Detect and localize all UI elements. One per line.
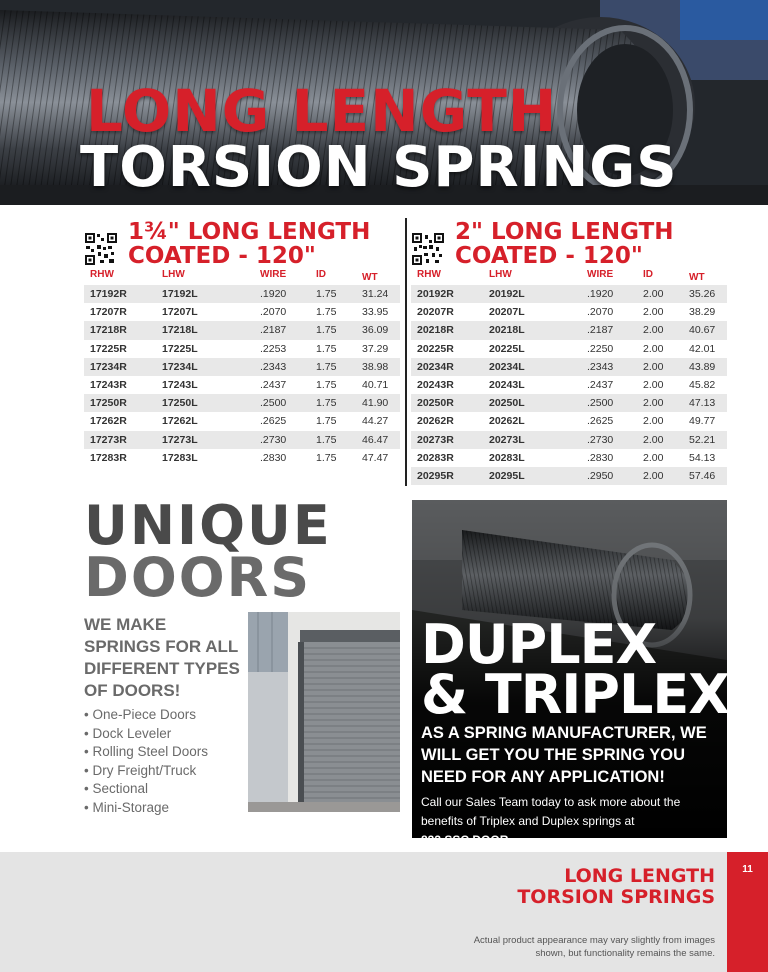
rhw-cell: 17218R xyxy=(90,324,127,337)
rhw-cell: 17192R xyxy=(90,288,127,300)
wt-cell: 54.13 xyxy=(689,451,716,464)
lhw-cell: 20283L xyxy=(489,451,525,464)
table-row xyxy=(411,449,727,467)
wire-cell: .2500 xyxy=(587,397,614,410)
col-id: ID xyxy=(643,269,653,280)
page-number-tab xyxy=(727,852,768,972)
wt-cell: 37.29 xyxy=(362,342,389,355)
wt-cell: 35.26 xyxy=(689,288,716,300)
sales-phone-number[interactable]: 833.SSC.DOOR xyxy=(421,833,509,847)
wire-cell: .2437 xyxy=(260,378,287,391)
wire-cell: .2730 xyxy=(260,433,287,446)
wire-cell: .2830 xyxy=(587,451,614,464)
wire-cell: .2500 xyxy=(260,397,287,410)
col-rhw: RHW xyxy=(417,269,441,280)
page-number: 11 xyxy=(742,864,753,875)
wt-cell: 49.77 xyxy=(689,415,716,428)
list-item: • Dock Leveler xyxy=(84,725,208,744)
table-divider xyxy=(405,218,407,486)
wire-cell: .2070 xyxy=(260,306,287,319)
rhw-cell: 20283R xyxy=(417,451,454,464)
table-row xyxy=(411,394,727,412)
unique-doors-title xyxy=(84,494,332,609)
list-item: • Sectional xyxy=(84,780,208,799)
id-cell: 2.00 xyxy=(643,415,664,428)
page-footer xyxy=(0,852,768,972)
lhw-cell: 20273L xyxy=(489,433,525,446)
id-cell: 1.75 xyxy=(316,306,337,319)
lhw-cell: 20250L xyxy=(489,397,525,410)
table-row xyxy=(411,467,727,485)
left-table-title xyxy=(128,220,370,268)
unique-doors-title-line2: DOORS xyxy=(84,546,312,609)
rhw-cell: 17262R xyxy=(90,415,127,428)
unique-doors-title-line1: UNIQUE xyxy=(84,494,332,557)
table-row xyxy=(84,431,400,449)
lhw-cell: 17243L xyxy=(162,378,198,391)
hero-title-line1: LONG LENGTH xyxy=(86,77,558,145)
lhw-cell: 17250L xyxy=(162,397,198,410)
table-row xyxy=(84,321,400,339)
hero-banner xyxy=(0,0,768,205)
wt-cell: 57.46 xyxy=(689,469,716,482)
wire-cell: .2187 xyxy=(587,324,614,337)
id-cell: 1.75 xyxy=(316,397,337,410)
wire-cell: .2950 xyxy=(587,469,614,482)
table-row xyxy=(84,303,400,321)
rhw-cell: 20225R xyxy=(417,342,454,355)
rhw-cell: 17283R xyxy=(90,451,127,464)
rhw-cell: 20250R xyxy=(417,397,454,410)
lhw-cell: 17218L xyxy=(162,324,198,337)
id-cell: 2.00 xyxy=(643,360,664,373)
wire-cell: .1920 xyxy=(587,288,614,300)
col-wt: WT xyxy=(689,272,705,283)
footer-title xyxy=(517,866,715,908)
col-rhw: RHW xyxy=(90,269,114,280)
wt-cell: 38.29 xyxy=(689,306,716,319)
rhw-cell: 20273R xyxy=(417,433,454,446)
unique-doors-subtitle: WE MAKE SPRINGS FOR ALL DIFFERENT TYPES OF DOORS! xyxy=(84,615,240,700)
wt-cell: 47.47 xyxy=(362,451,389,464)
wire-cell: .2343 xyxy=(587,360,614,373)
wire-cell: .1920 xyxy=(260,288,287,300)
id-cell: 2.00 xyxy=(643,342,664,355)
list-item: • Dry Freight/Truck xyxy=(84,762,208,781)
wt-cell: 46.47 xyxy=(362,433,389,446)
wt-cell: 40.67 xyxy=(689,324,716,337)
lhw-cell: 17192L xyxy=(162,288,198,300)
right-table-title xyxy=(455,220,674,268)
left-table-title-line1: 1¾" LONG LENGTH xyxy=(128,219,371,245)
rhw-cell: 20207R xyxy=(417,306,454,319)
wt-cell: 45.82 xyxy=(689,378,716,391)
table-row xyxy=(84,376,400,394)
footer-title-line2: TORSION SPRINGS xyxy=(517,886,715,908)
table-row xyxy=(84,449,400,467)
lhw-cell: 20218L xyxy=(489,324,525,337)
id-cell: 1.75 xyxy=(316,415,337,428)
right-table-title-line2: COATED - 120" xyxy=(455,243,643,269)
table-row xyxy=(84,285,400,303)
wt-cell: 47.13 xyxy=(689,397,716,410)
list-item: • Mini-Storage xyxy=(84,799,208,818)
table-row xyxy=(84,394,400,412)
col-wt: WT xyxy=(362,272,378,283)
wt-cell: 44.27 xyxy=(362,415,389,428)
id-cell: 1.75 xyxy=(316,342,337,355)
left-table-rows xyxy=(84,285,400,467)
lhw-cell: 20262L xyxy=(489,415,525,428)
wt-cell: 38.98 xyxy=(362,360,389,373)
footer-title-line1: LONG LENGTH xyxy=(564,865,715,887)
qr-code-icon[interactable] xyxy=(84,232,118,266)
rhw-cell: 20234R xyxy=(417,360,454,373)
lhw-cell: 20243L xyxy=(489,378,525,391)
list-item: • Rolling Steel Doors xyxy=(84,743,208,762)
wire-cell: .2625 xyxy=(260,415,287,428)
col-lhw: LHW xyxy=(489,269,512,280)
col-wire: WIRE xyxy=(260,269,287,280)
lhw-cell: 20207L xyxy=(489,306,525,319)
lhw-cell: 20192L xyxy=(489,288,525,300)
wt-cell: 41.90 xyxy=(362,397,389,410)
rhw-cell: 17234R xyxy=(90,360,127,373)
wt-cell: 42.01 xyxy=(689,342,716,355)
wt-cell: 36.09 xyxy=(362,324,389,337)
wire-cell: .2187 xyxy=(260,324,287,337)
footer-disclaimer: Actual product appearance may vary slightly from images shown, but functionality remains the same. xyxy=(473,935,715,959)
rhw-cell: 20295R xyxy=(417,469,454,482)
wire-cell: .2070 xyxy=(587,306,614,319)
rhw-cell: 17273R xyxy=(90,433,127,446)
duplex-subtitle: AS A SPRING MANUFACTURER, WE WILL GET YOU THE SPRING YOU NEED FOR ANY APPLICATION! xyxy=(421,724,707,786)
wire-cell: .2253 xyxy=(260,342,287,355)
wt-cell: 43.89 xyxy=(689,360,716,373)
rhw-cell: 20262R xyxy=(417,415,454,428)
qr-code-icon[interactable] xyxy=(411,232,445,266)
lhw-cell: 20234L xyxy=(489,360,525,373)
table-row xyxy=(411,340,727,358)
id-cell: 2.00 xyxy=(643,433,664,446)
rhw-cell: 20243R xyxy=(417,378,454,391)
lhw-cell: 20225L xyxy=(489,342,525,355)
id-cell: 1.75 xyxy=(316,451,337,464)
left-table-header xyxy=(84,269,400,283)
right-table-rows xyxy=(411,285,727,485)
wire-cell: .2730 xyxy=(587,433,614,446)
table-row xyxy=(84,412,400,430)
col-lhw: LHW xyxy=(162,269,185,280)
wire-cell: .2830 xyxy=(260,451,287,464)
rhw-cell: 20218R xyxy=(417,324,454,337)
rhw-cell: 20192R xyxy=(417,288,454,300)
id-cell: 2.00 xyxy=(643,469,664,482)
id-cell: 2.00 xyxy=(643,451,664,464)
right-table-title-line1: 2" LONG LENGTH xyxy=(455,219,674,245)
duplex-body xyxy=(421,793,721,850)
wt-cell: 31.24 xyxy=(362,288,389,300)
table-row xyxy=(411,303,727,321)
lhw-cell: 17234L xyxy=(162,360,198,373)
rolling-door-photo xyxy=(248,612,400,812)
wire-cell: .2625 xyxy=(587,415,614,428)
left-table-title-line2: COATED - 120" xyxy=(128,243,316,269)
table-row xyxy=(411,321,727,339)
table-row xyxy=(411,376,727,394)
table-row xyxy=(84,340,400,358)
duplex-triplex-panel xyxy=(412,500,729,847)
col-id: ID xyxy=(316,269,326,280)
lhw-cell: 17207L xyxy=(162,306,198,319)
duplex-title-line2: & TRIPLEX xyxy=(421,663,729,726)
table-row xyxy=(411,431,727,449)
id-cell: 2.00 xyxy=(643,306,664,319)
list-item: • One-Piece Doors xyxy=(84,706,208,725)
wt-cell: 52.21 xyxy=(689,433,716,446)
duplex-body-text: Call our Sales Team today to ask more about the benefits of Triplex and Duplex springs at xyxy=(421,795,681,828)
lhw-cell: 17283L xyxy=(162,451,198,464)
lhw-cell: 17262L xyxy=(162,415,198,428)
table-row xyxy=(411,285,727,303)
duplex-title-line1: DUPLEX xyxy=(421,613,657,676)
wt-cell: 33.95 xyxy=(362,306,389,319)
rhw-cell: 17243R xyxy=(90,378,127,391)
col-wire: WIRE xyxy=(587,269,614,280)
id-cell: 1.75 xyxy=(316,288,337,300)
door-types-list xyxy=(84,706,208,818)
table-row xyxy=(84,358,400,376)
id-cell: 1.75 xyxy=(316,378,337,391)
hero-title-line2: TORSION SPRINGS xyxy=(80,135,678,200)
rhw-cell: 17225R xyxy=(90,342,127,355)
id-cell: 2.00 xyxy=(643,288,664,300)
id-cell: 2.00 xyxy=(643,324,664,337)
wire-cell: .2343 xyxy=(260,360,287,373)
wire-cell: .2250 xyxy=(587,342,614,355)
duplex-body-end: . xyxy=(508,833,512,847)
id-cell: 1.75 xyxy=(316,433,337,446)
rhw-cell: 17207R xyxy=(90,306,127,319)
lhw-cell: 17273L xyxy=(162,433,198,446)
id-cell: 2.00 xyxy=(643,397,664,410)
rhw-cell: 17250R xyxy=(90,397,127,410)
wire-cell: .2437 xyxy=(587,378,614,391)
lhw-cell: 20295L xyxy=(489,469,525,482)
right-table-header xyxy=(411,269,727,283)
id-cell: 1.75 xyxy=(316,324,337,337)
table-row xyxy=(411,358,727,376)
id-cell: 1.75 xyxy=(316,360,337,373)
id-cell: 2.00 xyxy=(643,378,664,391)
wt-cell: 40.71 xyxy=(362,378,389,391)
lhw-cell: 17225L xyxy=(162,342,198,355)
table-row xyxy=(411,412,727,430)
